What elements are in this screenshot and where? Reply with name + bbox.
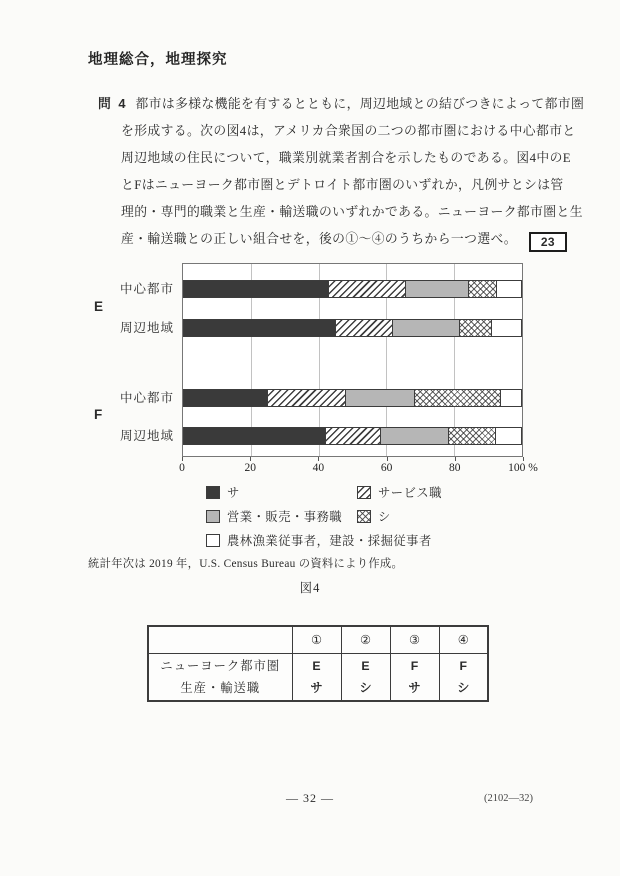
- bar-segment-1: [326, 428, 382, 444]
- legend-label: シ: [378, 510, 391, 524]
- option-value: E: [312, 658, 321, 673]
- bar-segment-3: [449, 428, 496, 444]
- bar-segment-2: [406, 281, 468, 297]
- bar-segment-0: [184, 281, 329, 297]
- legend-label: 農林漁業従事者，建設・採掘従事者: [227, 534, 432, 548]
- option-value: F: [459, 658, 467, 673]
- legend-item: [357, 507, 391, 525]
- bar-segment-2: [393, 320, 460, 336]
- legend-label: 営業・販売・事務職: [227, 510, 343, 524]
- question-line: 周辺地域の住民について，職業別就業者割合を示したものである。図4中のE: [121, 151, 571, 165]
- legend-label: サービス職: [378, 486, 442, 500]
- option-value: シ: [359, 680, 372, 695]
- bar-row-label: 中心都市: [119, 391, 174, 405]
- legend-label: サ: [227, 486, 240, 500]
- question-block: [98, 90, 585, 253]
- bar-segment-0: [184, 320, 336, 336]
- option-1-header: ①: [292, 626, 341, 653]
- option-2-cell: [341, 653, 390, 701]
- bar-segment-3: [469, 281, 498, 297]
- option-value: サ: [408, 680, 421, 695]
- bar-segment-4: [496, 428, 521, 444]
- bar-segment-4: [497, 281, 521, 297]
- axis-tick-label: 20: [244, 462, 256, 474]
- legend-item: [206, 531, 432, 549]
- axis-tick-label: 0: [179, 462, 185, 474]
- axis-tick: [523, 457, 524, 461]
- legend-item: [206, 483, 240, 501]
- answer-table: [147, 625, 489, 702]
- question-line: [98, 90, 585, 118]
- table-header-row: [148, 626, 488, 653]
- axis-tick: [182, 457, 183, 461]
- bar-segment-2: [346, 390, 415, 406]
- figure-caption: 図4: [299, 581, 321, 595]
- chart-bar: [183, 319, 522, 337]
- axis-tick-label: 40: [312, 462, 325, 474]
- option-4-cell: [439, 653, 488, 701]
- option-2-header: ②: [341, 626, 390, 653]
- question-line: 理的・専門的職業と生産・輸送職のいずれかである。ニューヨーク都市圏と生: [121, 205, 583, 219]
- axis-tick-label: 80: [449, 462, 461, 474]
- question-number: 問 4: [98, 96, 128, 111]
- legend-swatch-sales-icon: [206, 510, 220, 523]
- table-corner-cell: [148, 626, 292, 653]
- bar-segment-3: [415, 390, 501, 406]
- table-row-labels: [148, 653, 292, 701]
- bar-segment-2: [381, 428, 448, 444]
- axis-tick: [455, 457, 456, 461]
- option-value: F: [410, 658, 419, 673]
- legend-item: [357, 483, 442, 501]
- chart-bar: [183, 427, 522, 445]
- table-body-row: [148, 653, 488, 701]
- row-label-newyork: ニューヨーク都市圏: [160, 658, 281, 673]
- bar-segment-4: [501, 390, 521, 406]
- question-line: を形成する。次の図4は，アメリカ合衆国の二つの都市圏における中心都市と: [121, 124, 576, 138]
- chart-bar: [183, 280, 522, 298]
- question-line: とFはニューヨーク都市圏とデトロイト都市圏のいずれか，凡例サとシは管: [121, 178, 564, 192]
- group-label-E: E: [94, 298, 104, 314]
- group-label-F: F: [94, 407, 103, 422]
- chart-bar: [183, 389, 522, 407]
- option-value: シ: [457, 680, 470, 695]
- axis-tick: [318, 457, 319, 461]
- axis-tick: [250, 457, 251, 461]
- option-3-cell: [390, 653, 439, 701]
- option-value: サ: [310, 680, 323, 695]
- axis-tick: [387, 457, 388, 461]
- question-line: [98, 226, 555, 253]
- legend-swatch-agri-icon: [206, 534, 220, 547]
- axis-tick-label: 100 %: [508, 462, 538, 474]
- legend-swatch-sa-icon: [206, 486, 220, 499]
- subject-header: 地理総合，地理探究: [88, 52, 228, 68]
- option-4-header: ④: [439, 626, 488, 653]
- bar-row-label: 周辺地域: [119, 429, 174, 443]
- option-value: E: [361, 658, 370, 673]
- bar-row-label: 周辺地域: [119, 321, 174, 335]
- page-number: — 32 —: [286, 791, 334, 805]
- booklet-code: (2102—32): [484, 793, 533, 804]
- axis-tick-label: 60: [380, 462, 393, 474]
- source-note: 統計年次は 2019 年，U.S. Census Bureau の資料により作成。: [88, 558, 404, 570]
- answer-number-box: 23: [529, 232, 567, 252]
- bar-segment-1: [268, 390, 346, 406]
- bar-segment-1: [336, 320, 393, 336]
- question-text: 産・輸送職との正しい組合せを，後の①～④のうちから一つ選べ。: [121, 232, 517, 246]
- bar-segment-0: [184, 428, 326, 444]
- option-1-cell: [292, 653, 341, 701]
- legend-swatch-service-icon: [357, 486, 371, 499]
- chart-plot-area: [182, 263, 523, 457]
- bar-segment-1: [329, 281, 407, 297]
- legend-swatch-shi-icon: [357, 510, 371, 523]
- bar-segment-0: [184, 390, 268, 406]
- question-text: 都市は多様な機能を有するとともに，周辺地域との結びつきによって都市圏: [135, 97, 585, 111]
- legend-item: [206, 507, 342, 525]
- bar-segment-3: [460, 320, 492, 336]
- row-label-production: 生産・輸送職: [180, 680, 261, 695]
- option-3-header: ③: [390, 626, 439, 653]
- bar-segment-4: [492, 320, 521, 336]
- bar-row-label: 中心都市: [119, 282, 174, 296]
